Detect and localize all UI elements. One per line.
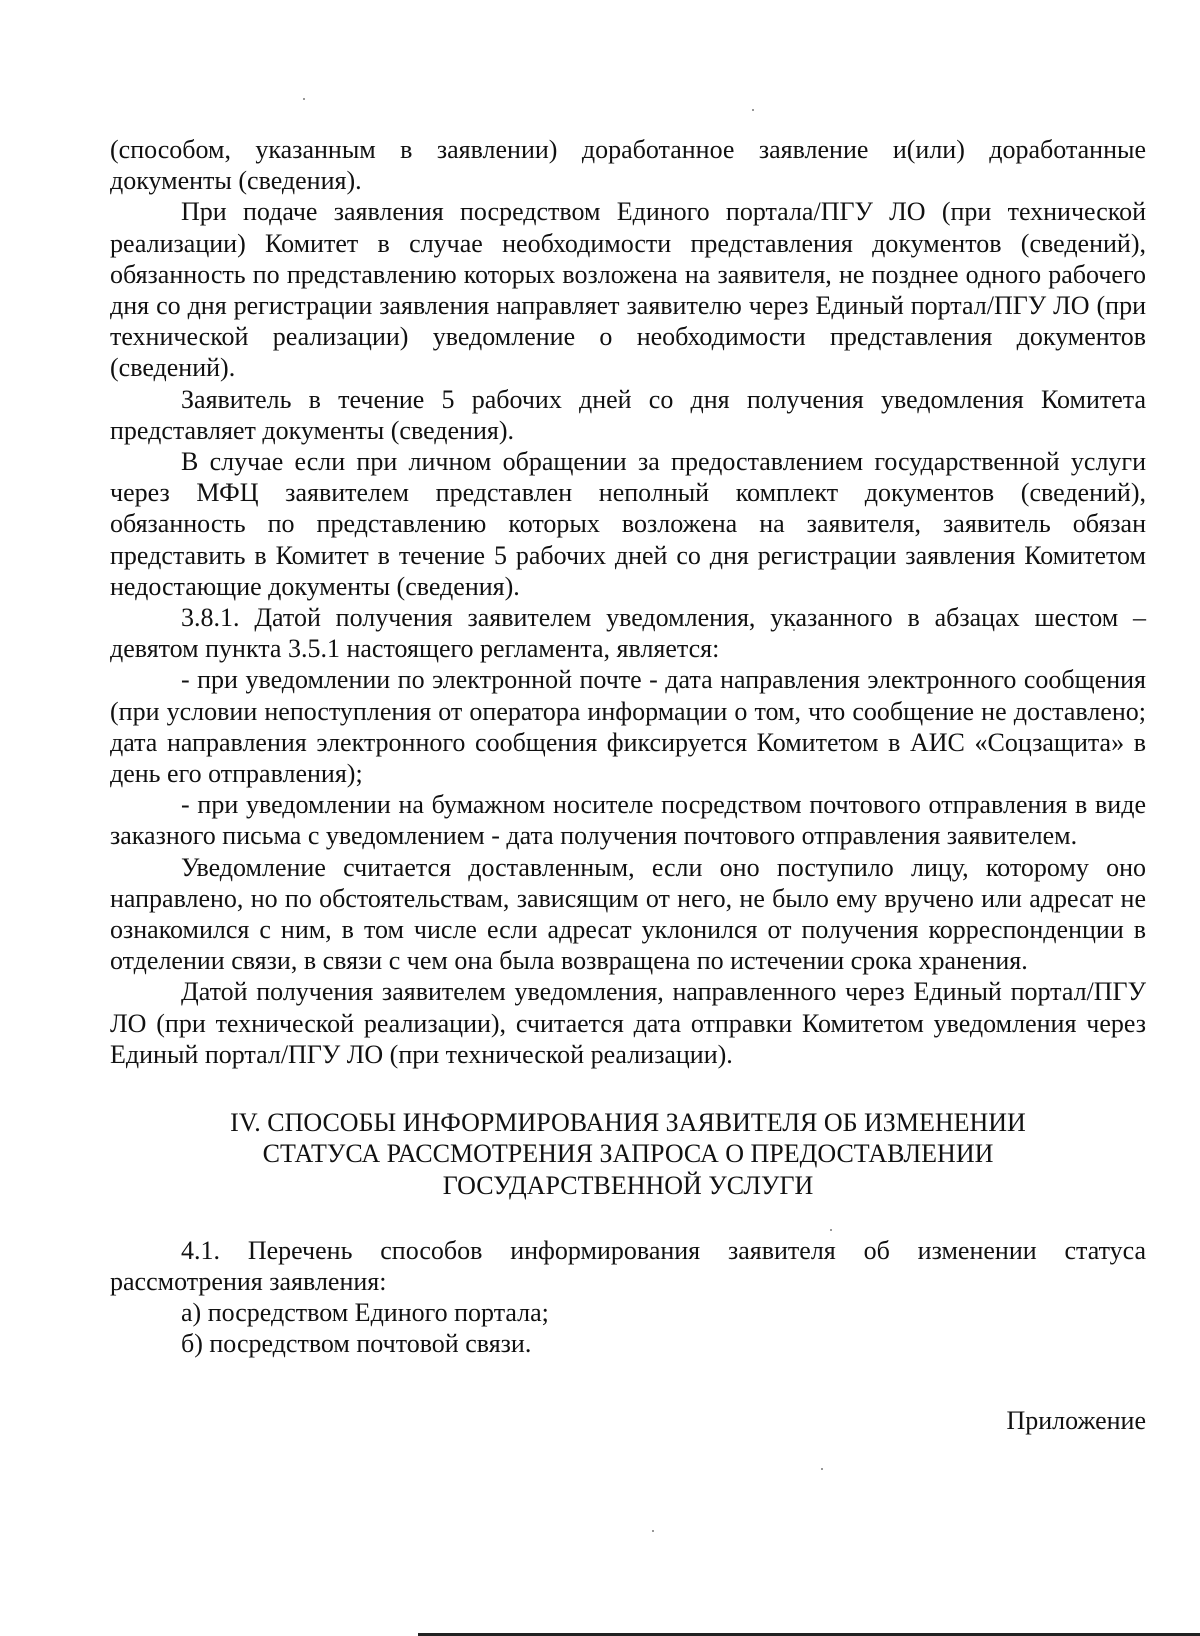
paragraph-email-notice: - при уведомлении по электронной почте - дата направления электронного сообщения (при условии непоступления от оператора информации о том, что сообщение не доставлено; дата направления электронного сообщения фиксируется Комитетом в АИС «Соцзащита» в день его отправления); — [110, 665, 1146, 789]
scan-speck — [821, 1468, 823, 1470]
paragraph-applicant-deadline: Заявитель в течение 5 рабочих дней со дня получения уведомления Комитета представляет документы (сведения). — [110, 384, 1146, 445]
list-item: б) посредством почтовой связи. — [181, 1329, 532, 1359]
scan-speck — [303, 98, 305, 100]
paragraph-mfc-incomplete: В случае если при личном обращении за предоставлением государственной услуги через МФЦ заявителем представлен неполный комплект документов (сведений), обязанность по представлению которых возложена на заявителя, заявитель обязан представить в Комитет в течение 5 рабочих дней со дня регистрации заявления Комитетом недостающие документы (сведения). — [110, 447, 1146, 601]
paragraph-portal-submission: При подаче заявления посредством Единого портала/ПГУ ЛО (при технической реализации) Комитет в случае необходимости представления документов (сведений), обязанность по представлению которых возложена на заявителя, не позднее одного рабочего дня со дня регистрации заявления направляет заявителю через Единый портал/ПГУ ЛО (при технической реализации) уведомление о необходимости представления документов (сведений). — [110, 197, 1146, 383]
section-intro: 4.1. Перечень способов информирования заявителя об изменении статуса рассмотрения заявления: — [110, 1235, 1146, 1296]
section-heading-line: IV. СПОСОБЫ ИНФОРМИРОВАНИЯ ЗАЯВИТЕЛЯ ОБ ИЗМЕНЕНИИ — [230, 1108, 1026, 1138]
paragraph-delivered-notice: Уведомление считается доставленным, если оно поступило лицу, которому оно направлено, но по обстоятельствам, зависящим от него, не было ему вручено или адресат не ознакомился с ним, в том числе если адресат уклонился от получения корреспонденции в отделении связи, в связи с чем она была возвращена по истечении срока хранения. — [110, 852, 1146, 976]
paragraph-notice-date: 3.8.1. Датой получения заявителем уведомления, указанного в абзацах шестом – девятом пункта 3.5.1 настоящего регламента, является: — [110, 603, 1146, 664]
paragraph-paper-notice: - при уведомлении на бумажном носителе посредством почтового отправления в виде заказного письма с уведомлением - дата получения почтового отправления заявителем. — [110, 790, 1146, 851]
paragraph-continuation: (способом, указанным в заявлении) доработанное заявление и(или) доработанные документы (сведения). — [110, 135, 1146, 196]
appendix-label: Приложение — [1006, 1405, 1146, 1435]
scan-speck — [652, 1530, 654, 1532]
scan-speck — [752, 109, 754, 111]
document-body — [110, 134, 1146, 1436]
paragraph-portal-notice-date: Датой получения заявителем уведомления, направленного через Единый портал/ПГУ ЛО (при технической реализации), считается дата отправки Комитетом уведомления через Единый портал/ПГУ ЛО (при технической реализации). — [110, 977, 1146, 1069]
section-heading — [110, 1107, 1146, 1201]
section-heading-line: ГОСУДАРСТВЕННОЙ УСЛУГИ — [442, 1170, 814, 1200]
list-item: а) посредством Единого портала; — [181, 1298, 549, 1328]
section-heading-line: СТАТУСА РАССМОТРЕНИЯ ЗАПРОСА О ПРЕДОСТАВЛЕНИИ — [262, 1139, 994, 1169]
